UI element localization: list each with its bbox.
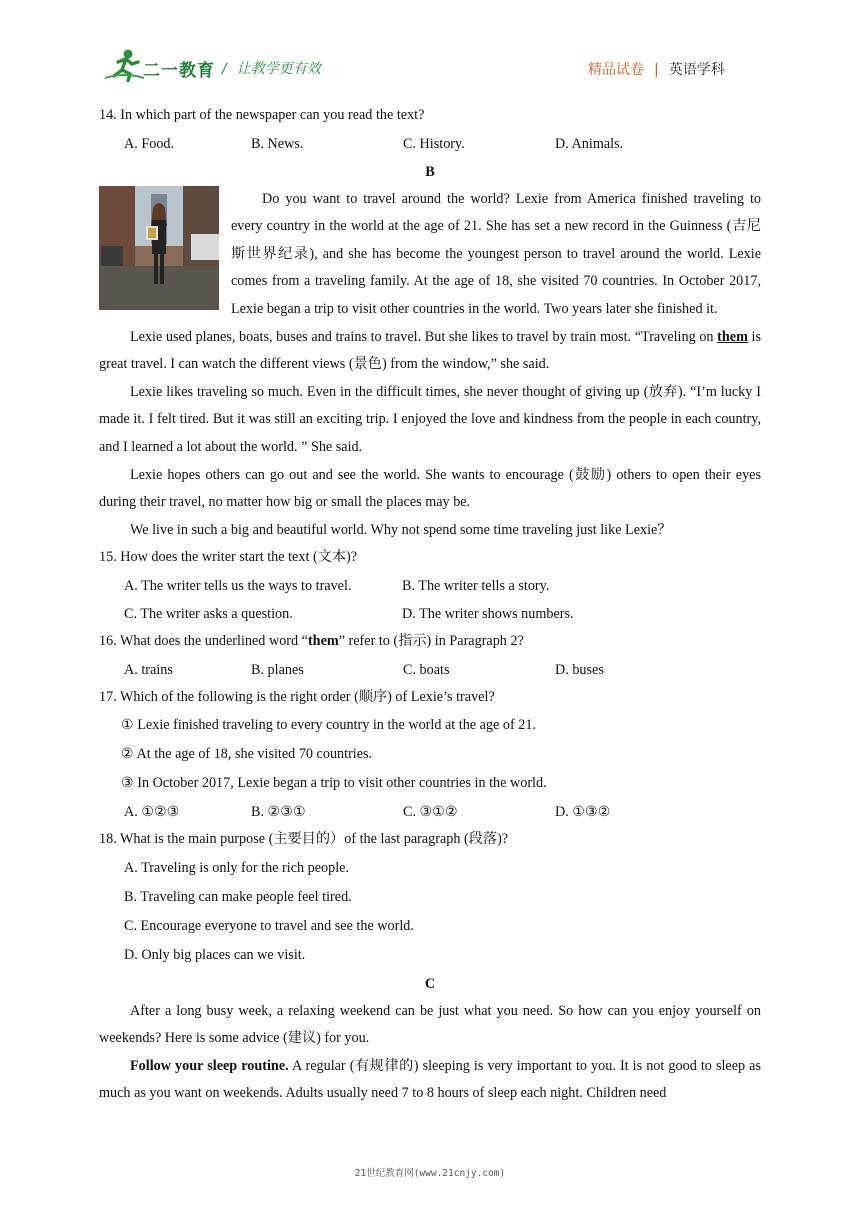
page-footer: 21世纪教育网(www.21cnjy.com) xyxy=(354,1168,506,1179)
question-18: 18. What is the main purpose (主要目的）of the last paragraph (段落)? xyxy=(99,831,509,848)
q16-option-d: D. buses xyxy=(555,661,604,678)
q15-option-a: A. The writer tells us the ways to travel. xyxy=(124,577,352,594)
q14-option-d: D. Animals. xyxy=(555,135,624,152)
q15-option-c: C. The writer asks a question. xyxy=(124,605,293,622)
section-c-label: C xyxy=(424,975,436,992)
q18-option-a: A. Traveling is only for the rich people. xyxy=(124,859,349,876)
q17-option-d: D. ①③② xyxy=(555,804,611,821)
logo-text: 二一教育 xyxy=(143,61,215,81)
section-b-label: B xyxy=(425,163,435,180)
q16-options xyxy=(99,656,761,684)
q14-option-b: B. News. xyxy=(251,135,304,152)
q15-option-b: B. The writer tells a story. xyxy=(402,577,550,594)
question-17: 17. Which of the following is the right order (顺序) of Lexie’s travel? xyxy=(99,688,495,705)
q15-options-row-1 xyxy=(99,572,761,600)
section-b-paragraph-1: Do you want to travel around the world? Lexie from America finished traveling to every country in the world at the age of 21. She has set a new record in the Guinness (吉尼斯世界纪录), and she has become the youngest person to travel around the world. Lexie comes from a traveling family. At the age of 18, she visited 70 countries. In October 2017, Lexie began a trip to visit other countries in the world. Two years later she finished it. xyxy=(231,190,761,317)
q18-option-d: D. Only big places can we visit. xyxy=(124,946,306,963)
sleep-routine-heading: Follow your sleep routine. xyxy=(130,1057,289,1074)
q16-option-b: B. planes xyxy=(251,661,304,678)
q15-options-row-2 xyxy=(99,600,761,628)
q15-option-d: D. The writer shows numbers. xyxy=(402,605,574,622)
section-c-paragraph-1: After a long busy week, a relaxing weekend can be just what you need. So how can you enjoy yourself on weekends? Here is some advice (建议) for you. xyxy=(99,1002,761,1047)
q14-options xyxy=(99,130,761,158)
exam-content xyxy=(99,102,761,1108)
q17-event-2: ② At the age of 18, she visited 70 countries. xyxy=(121,746,373,763)
q18-option-b: B. Traveling can make people feel tired. xyxy=(124,888,352,905)
section-b-paragraph-4: Lexie hopes others can go out and see the world. She wants to encourage (鼓励) others to open their eyes during their travel, no matter how big or small the places may be. xyxy=(99,466,761,511)
section-c-paragraph-2: Follow your sleep routine. A regular (有规律的) sleeping is very important to you. It is not good to sleep as much as you want on weekends. Adults usually need 7 to 8 hours of sleep each night. Children need xyxy=(99,1057,761,1102)
q17-option-c: C. ③①② xyxy=(403,804,458,821)
q14-option-a: A. Food. xyxy=(124,135,175,152)
q18-option-c: C. Encourage everyone to travel and see the world. xyxy=(124,917,414,934)
section-b-paragraph-2: Lexie used planes, boats, buses and trains to travel. But she likes to travel by train most. “Traveling on them is great travel. I can watch the different views (景色) from the window,” she said. xyxy=(99,328,761,373)
section-b-passage xyxy=(99,186,761,545)
underlined-word-them: them xyxy=(717,328,748,345)
section-b-paragraph-3: Lexie likes traveling so much. Even in the difficult times, she never thought of giving up (放弃). “I’m lucky I made it. I felt tired. But it was still an exciting trip. I enjoyed the love and kindness from the people in each country, and I learned a lot about the world. ” She said. xyxy=(99,383,761,455)
q17-event-3: ③ In October 2017, Lexie began a trip to visit other countries in the world. xyxy=(121,775,547,792)
paper-type-label: 精品试卷 xyxy=(588,62,644,78)
section-b-paragraph-5: We live in such a big and beautiful world. Why not spend some time traveling just like Lexie？ xyxy=(130,521,672,538)
q14-option-c: C. History. xyxy=(403,135,465,152)
q17-options xyxy=(99,798,761,826)
q17-event-1: ① Lexie finished traveling to every country in the world at the age of 21. xyxy=(121,717,536,734)
question-14: 14. In which part of the newspaper can you read the text? xyxy=(99,107,425,123)
question-16: 16. What does the underlined word “them” refer to (指示) in Paragraph 2? xyxy=(99,632,524,649)
subject-label: 英语学科 xyxy=(668,62,725,78)
header-right: 精品试卷 | 英语学科 xyxy=(588,62,725,78)
q17-option-a: A. ①②③ xyxy=(124,804,180,821)
page-header xyxy=(0,0,860,100)
q16-option-c: C. boats xyxy=(403,661,450,678)
q17-option-b: B. ②③① xyxy=(251,804,306,821)
question-15: 15. How does the writer start the text (文本)? xyxy=(99,549,358,566)
slogan: / 让教学更有效 xyxy=(222,61,321,77)
lexie-street-photo xyxy=(99,186,219,310)
q16-option-a: A. trains xyxy=(124,661,173,678)
